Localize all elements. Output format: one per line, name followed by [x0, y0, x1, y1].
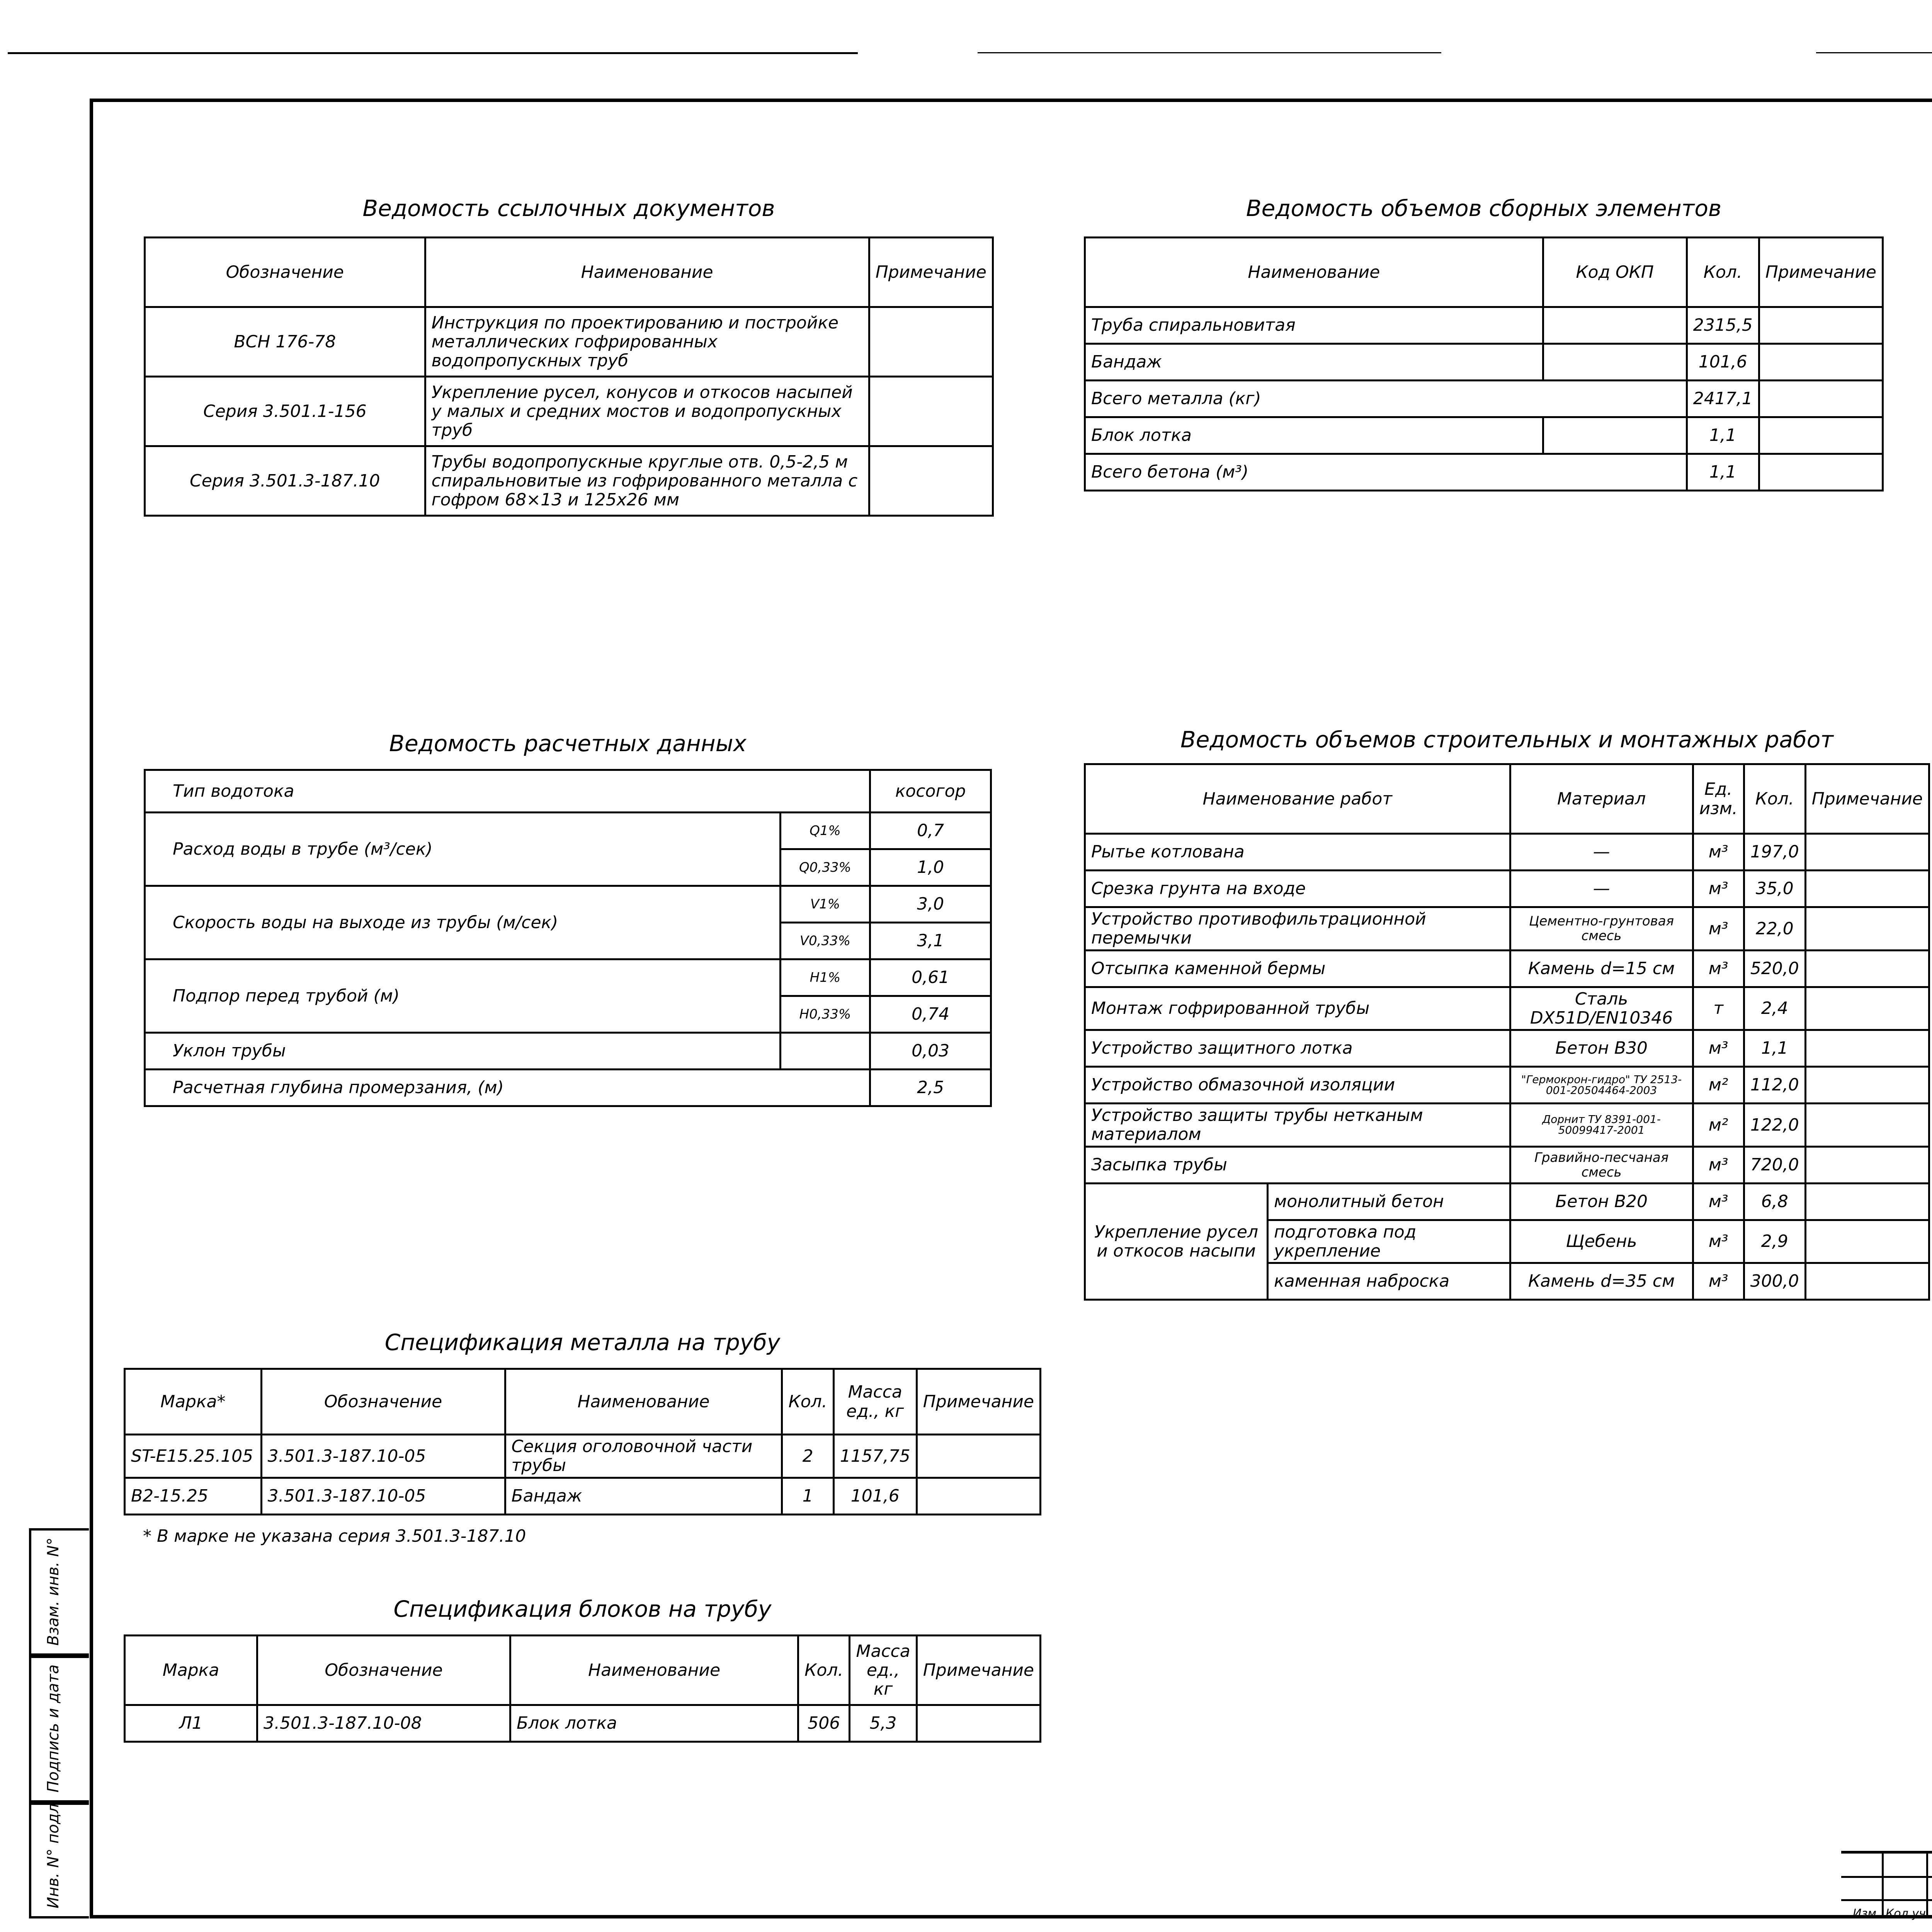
table-row: B2-15.25 3.501.3-187.10-05 Бандаж 1 101,6 [125, 1478, 1041, 1514]
calc-data-title: Ведомость расчетных данных [389, 730, 747, 757]
table-row: Всего металла (кг) 2417,1 [1085, 381, 1883, 417]
table-row: Серия 3.501.3-187.10 Трубы водопропускные круглые отв. 0,5-2,5 м спиральновитые из гофрированного металла с гофром 68×13 и 125х26 мм [145, 446, 993, 516]
table-row: Серия 3.501.1-156 Укрепление русел, конусов и откосов насыпей у малых и средних мостов и водопропускных труб [145, 377, 993, 446]
table-row: Q0,33% 1,0 [145, 849, 991, 886]
table-row: Расход воды в трубе (м³/сек) Q1% 0,7 [145, 813, 991, 849]
assembly-volumes-table: Наименование Код ОКП Кол. Примечание Труба спиральновитая 2315,5 Бандаж 101,6 Всего металла (кг) 2417,1 Блок лотка 1,1 Всего бетона (м³) 1,1 [1084, 236, 1884, 492]
table-row: H0,33% 0,74 [145, 996, 991, 1033]
stamp-label-qty: Кол.уч [1886, 1907, 1926, 1920]
table-row: ST-E15.25.105 3.501.3-187.10-05 Секция оголовочной части трубы 2 1157,75 [125, 1435, 1041, 1478]
table-row: Расчетная глубина промерзания, (м) 2,5 [145, 1070, 991, 1106]
table-row: V0,33% 3,1 [145, 923, 991, 959]
table-row: ВСН 176-78 Инструкция по проектированию и постройке металлических гофрированных водопропускных труб [145, 307, 993, 377]
table-row: Подпор перед трубой (м) H1% 0,61 [145, 959, 991, 996]
assembly-volumes-title: Ведомость объемов сборных элементов [1246, 195, 1722, 221]
title-block [1841, 1851, 1932, 1921]
metal-spec-footnote: * В марке не указана серия 3.501.3-187.10 [143, 1526, 526, 1546]
table-row: Скорость воды на выходе из трубы (м/сек) V1% 3,0 [145, 886, 991, 923]
works-table: Наименование работ Материал Ед. изм. Кол. Примечание Рытье котлована — м³ 197,0 Срезка грунта на входе — м³ 35,0 Устройство противофильтрационной перемычки Цементно-грунтовая смесь м³ 22,0 Отсыпка каменной бермы Камень d=15 см м³ 520,0 Монтаж гофрированной трубы Сталь DX51D/EN10346 т 2,4 Устройство защитного лотка Бетон В30 м³ 1,1 Устройство обмазочной изоляции "Гермокрон-гидро" ТУ 2513-001-20504464-2003 м² 112,0 Устройство защиты трубы нетканым материалом Дорнит ТУ 8391-001-50099417-2001 м² 122,0 Засыпка трубы Гравийно-песчаная смесь м³ 720,0 Укрепление русел и откосов насыпи монолитный бетон Бетон В20 м³ 6,8 подготовка под укрепление Щебень м³ 2,9 каменная наброска Камень d=35 см м³ 300,0 [1084, 763, 1930, 1301]
table-row: Уклон трубы 0,03 [145, 1033, 991, 1070]
table-row: Рытье котлована — м³ 197,0 [1085, 834, 1929, 871]
table-row: Устройство обмазочной изоляции "Гермокрон-гидро" ТУ 2513-001-20504464-2003 м² 112,0 [1085, 1067, 1929, 1104]
table-row: Срезка грунта на входе — м³ 35,0 [1085, 871, 1929, 907]
top-scan-line [1816, 52, 1932, 53]
table-row: Устройство защиты трубы нетканым материалом Дорнит ТУ 8391-001-50099417-2001 м² 122,0 [1085, 1104, 1929, 1147]
header-name: Наименование [425, 238, 869, 307]
table-row: подготовка под укрепление Щебень м³ 2,9 [1085, 1220, 1929, 1263]
header-designation: Обозначение [145, 238, 425, 307]
ref-docs-title: Ведомость ссылочных документов [362, 195, 775, 221]
block-spec-title: Спецификация блоков на трубу [393, 1596, 772, 1622]
block-spec-table: Марка Обозначение Наименование Кол. Масса ед., кг Примечание Л1 3.501.3-187.10-08 Блок лотка 506 5,3 [124, 1634, 1041, 1743]
table-row: Устройство противофильтрационной перемычки Цементно-грунтовая смесь м³ 22,0 [1085, 907, 1929, 951]
side-stamp-replace: Взам. инв. N° [29, 1528, 89, 1656]
table-row: Л1 3.501.3-187.10-08 Блок лотка 506 5,3 [125, 1705, 1041, 1742]
table-row: каменная наброска Камень d=35 см м³ 300,0 [1085, 1263, 1929, 1300]
ref-docs-table [144, 236, 994, 517]
table-row: Монтаж гофрированной трубы Сталь DX51D/EN10346 т 2,4 [1085, 987, 1929, 1030]
header-note: Примечание [869, 238, 993, 307]
table-row: Засыпка трубы Гравийно-песчаная смесь м³ 720,0 [1085, 1146, 1929, 1183]
top-scan-line [978, 52, 1441, 53]
metal-spec-table: Марка* Обозначение Наименование Кол. Масса ед., кг Примечание ST-E15.25.105 3.501.3-187.10-05 Секция оголовочной части трубы 2 1157,75 B2-15.25 3.501.3-187.10-05 Бандаж 1 101,6 [124, 1368, 1041, 1515]
table-row: Блок лотка 1,1 [1085, 417, 1883, 454]
table-row: Отсыпка каменной бермы Камень d=15 см м³ 520,0 [1085, 950, 1929, 987]
table-row: Укрепление русел и откосов насыпи монолитный бетон Бетон В20 м³ 6,8 [1085, 1183, 1929, 1220]
table-row: Труба спиральновитая 2315,5 [1085, 307, 1883, 344]
calc-data-table: Тип водотока косогор Расход воды в трубе (м³/сек) Q1% 0,7 Q0,33% 1,0 Скорость воды на выходе из трубы (м/сек) V1% 3,0 V0,33% 3,1 Подпор перед трубой (м) H1% 0,61 H0,33% 0,74 Уклон трубы 0,03 Расчетная глубина промерзания, (м) 2,5 [144, 769, 992, 1107]
table-row: Бандаж 101,6 [1085, 344, 1883, 381]
side-stamp-signature: Подпись и дата [29, 1656, 89, 1803]
metal-spec-title: Спецификация металла на трубу [384, 1329, 781, 1355]
works-title: Ведомость объемов строительных и монтажных работ [1180, 726, 1833, 753]
stamp-label-change: Изм. [1853, 1907, 1880, 1920]
table-row: Всего бетона (м³) 1,1 [1085, 454, 1883, 491]
side-stamp-inventory: Инв. N° подл. [29, 1803, 89, 1918]
table-row: Устройство защитного лотка Бетон В30 м³ 1,1 [1085, 1030, 1929, 1067]
top-scan-line [8, 52, 858, 54]
